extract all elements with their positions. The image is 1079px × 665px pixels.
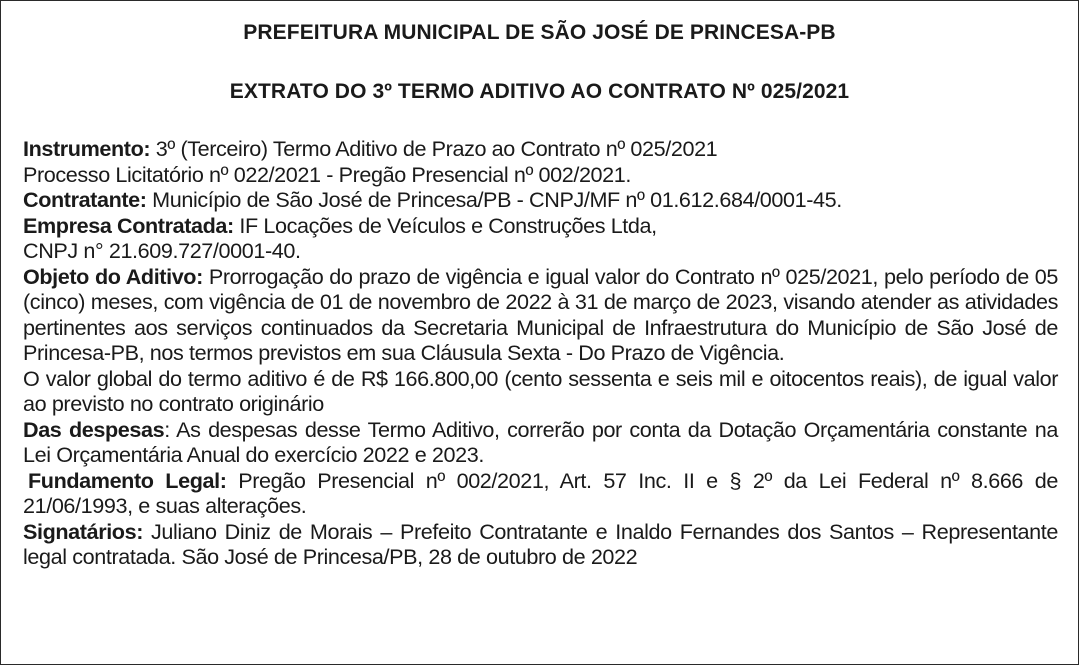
valor-paragraph: O valor global do termo aditivo é de R$ 166.800,00 (cento sessenta e seis mil e oitocentos reais), de igual valor ao previsto no contrato originário [23,365,1058,416]
document-body [23,136,1058,570]
empresa-label: Empresa Contratada: [23,212,234,238]
fundamento-paragraph [23,468,1058,519]
objeto-label: Objeto do Aditivo: [23,263,203,289]
contratante-label: Contratante: [23,187,147,212]
fundamento-text: Pregão Presencial nº 002/2021, Art. 57 Inc. II e § 2º da Lei Federal nº 8.666 de 21/06/1993, e suas alterações. [23,467,1058,518]
instrumento-label: Instrumento: [23,136,151,161]
empresa-cnpj-line: CNPJ n° 21.609.727/0001-40. [23,238,301,263]
instrumento-line [23,136,1058,162]
empresa-line [23,213,1058,239]
contratante-line [23,187,1058,213]
document-subtitle: EXTRATO DO 3º TERMO ADITIVO AO CONTRATO Nº 025/2021 [229,80,850,103]
signatarios-text: Juliano Diniz de Morais – Prefeito Contratante e Inaldo Fernandes dos Santos – Representante legal contratada. São José de Princesa/PB, 28 de outubro de 2022 [23,518,1058,569]
objeto-paragraph [23,264,1058,366]
objeto-text: Prorrogação do prazo de vigência e igual valor do Contrato nº 025/2021, pelo período de 05 (cinco) meses, com vigência de 01 de novembro de 2022 à 31 de março de 2023, visando atender as atividades pertinentes aos serviços continuados da Secretaria Municipal de Infraestrutura do Município de São José de Princesa-PB, nos termos previstos em sua Cláusula Sexta - Do Prazo de Vigência. [23,263,1058,365]
document-title: PREFEITURA MUNICIPAL DE SÃO JOSÉ DE PRINCESA-PB [243,21,836,44]
processo-line: Processo Licitatório nº 022/2021 - Pregão Presencial nº 002/2021. [23,161,631,187]
fundamento-label: Fundamento Legal: [28,467,227,493]
signatarios-paragraph [23,519,1058,570]
despesas-text: : As despesas desse Termo Aditivo, correrão por conta da Dotação Orçamentária constante na Lei Orçamentária Anual do exercício 2022 e 2023. [23,416,1058,467]
signatarios-label: Signatários: [23,518,143,544]
instrumento-text: 3º (Terceiro) Termo Aditivo de Prazo ao Contrato nº 025/2021 [150,136,718,161]
despesas-paragraph [23,417,1058,468]
despesas-label: Das despesas [23,416,165,442]
contratante-text: Município de São José de Princesa/PB - CNPJ/MF nº 01.612.684/0001-45. [146,187,842,212]
empresa-text: IF Locações de Veículos e Construções Ltda, [233,212,657,238]
